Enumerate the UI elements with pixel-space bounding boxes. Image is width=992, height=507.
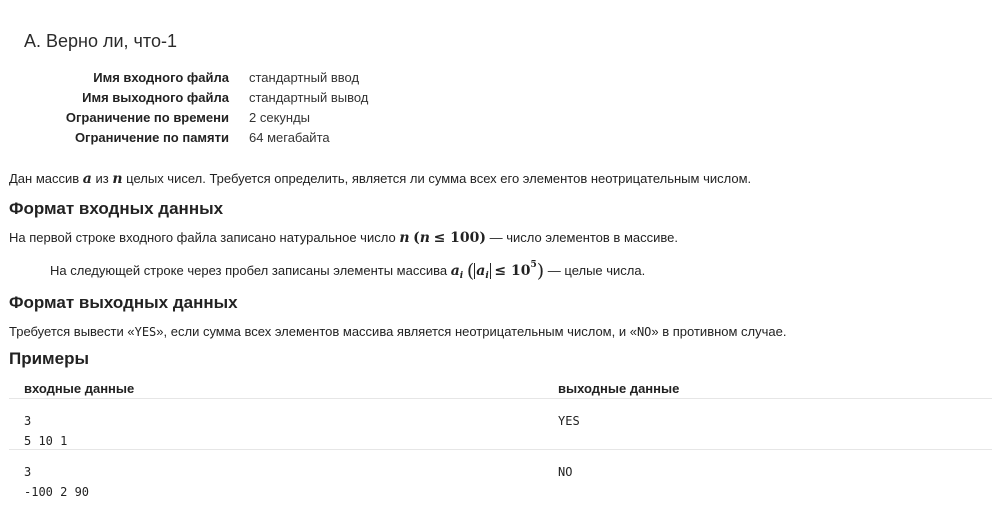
- statement-text: из: [95, 171, 109, 186]
- output-format-heading: Формат выходных данных: [9, 293, 238, 312]
- limit-value: стандартный ввод: [249, 70, 360, 85]
- problem-title: А. Верно ли, что-1: [24, 31, 177, 51]
- limit-label: Имя входного файла: [93, 70, 229, 85]
- math-var-n: n: [399, 230, 410, 246]
- math-paren: ): [536, 260, 545, 282]
- math-var-n: n: [419, 230, 430, 246]
- example-row: [9, 450, 992, 500]
- limit-label: Ограничение по памяти: [74, 130, 229, 145]
- limit-row-memory: [30, 128, 368, 148]
- output-yes-literal: YES: [134, 325, 157, 339]
- examples-heading: Примеры: [9, 349, 89, 368]
- math-var-a: a: [450, 263, 460, 279]
- limit-value: 2 секунды: [249, 110, 311, 125]
- math-abs: [474, 263, 491, 279]
- example-output[interactable]: NO: [558, 465, 573, 479]
- limits-table: [30, 68, 368, 148]
- example-input[interactable]: 3 -100 2 90: [24, 465, 90, 499]
- math-condition: ≤ 100: [433, 230, 480, 246]
- math-var-n: n: [112, 171, 123, 187]
- math-var-a: a: [82, 171, 92, 187]
- input-format-heading: Формат входных данных: [9, 199, 224, 218]
- input-line-1: [9, 230, 678, 246]
- math-paren: (: [413, 230, 420, 246]
- statement-paragraph: [9, 171, 751, 187]
- input-text: — число элементов в массиве.: [489, 230, 678, 245]
- limit-row-input-file: [30, 68, 368, 88]
- limit-value: стандартный вывод: [249, 90, 369, 105]
- math-exponent: 5: [530, 260, 537, 270]
- math-subscript: i: [485, 271, 489, 281]
- limit-row-output-file: [30, 88, 368, 108]
- examples-header-row: [9, 378, 992, 399]
- math-bound: [494, 260, 537, 279]
- output-text: Требуется вывести «: [9, 324, 135, 339]
- examples-input-header: входные данные: [24, 381, 135, 396]
- limit-label: Ограничение по времени: [65, 110, 229, 125]
- limit-label: Имя выходного файла: [82, 90, 229, 105]
- input-line-2: [50, 260, 645, 282]
- math-paren: ): [479, 230, 487, 246]
- examples-table: [9, 378, 992, 500]
- input-text: На следующей строке через пробел записаны элементы массива: [50, 263, 448, 278]
- example-row: [9, 399, 992, 450]
- math-subscript: i: [459, 271, 464, 281]
- examples-output-header: выходные данные: [558, 381, 680, 396]
- output-line: [9, 324, 787, 339]
- math-var-ai: [451, 263, 464, 279]
- output-text: » в противном случае.: [651, 324, 787, 339]
- math-var-a: a: [476, 263, 486, 279]
- limit-value: 64 мегабайта: [249, 130, 330, 145]
- example-input[interactable]: 3 5 10 1: [24, 414, 68, 448]
- math-le: ≤ 10: [494, 263, 531, 279]
- math-paren: (: [466, 260, 475, 282]
- output-no-literal: NO: [636, 325, 652, 339]
- example-output[interactable]: YES: [558, 414, 580, 428]
- statement-text: Дан массив: [9, 171, 80, 186]
- output-text: », если сумма всех элементов массива является неотрицательным числом, и «: [156, 324, 637, 339]
- input-text: — целые числа.: [547, 263, 646, 278]
- limit-row-time: [30, 108, 368, 128]
- input-text: На первой строке входного файла записано натуральное число: [9, 230, 396, 245]
- statement-text: целых чисел. Требуется определить, является ли сумма всех его элементов неотрицательным числом.: [126, 171, 752, 186]
